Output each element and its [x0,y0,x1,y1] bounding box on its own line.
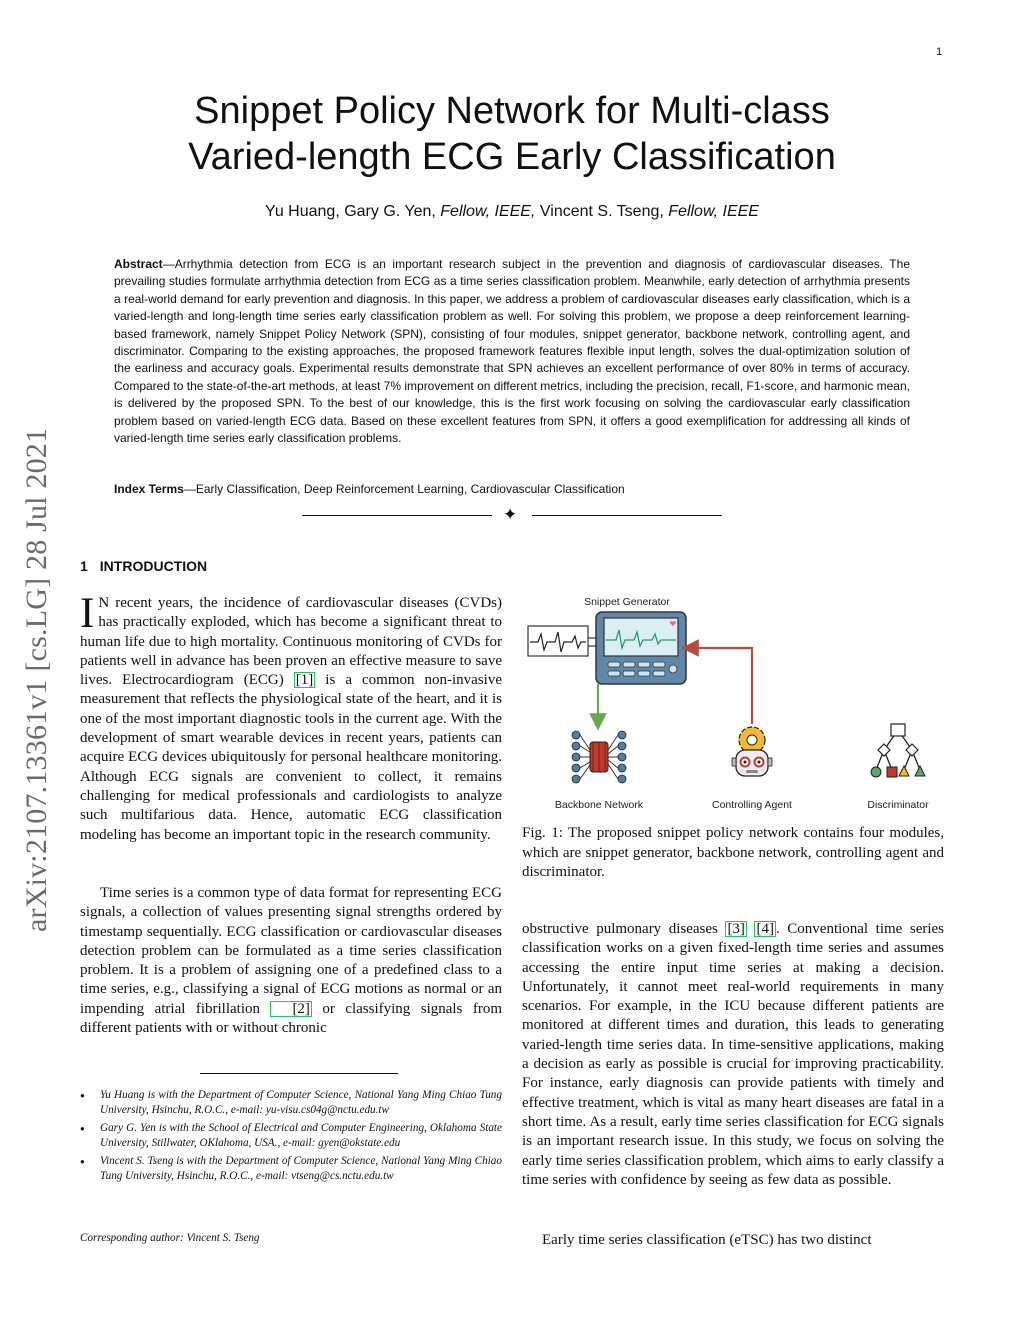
separator-line-left [302,515,492,516]
label-controlling-agent: Controlling Agent [712,799,792,811]
section-title: INTRODUCTION [99,558,208,574]
separator-line-right [532,515,722,516]
author-2: Vincent S. Tseng, [539,203,664,220]
arxiv-stamp: arXiv:2107.13361v1 [cs.LG] 28 Jul 2021 [20,427,53,932]
footnote-item: ● Yu Huang is with the Department of Computer Science, National Yang Ming Chiao Tung University, Hsinchu, R.O.C., e-mail: yu-visu.cs04g@nctu.edu.tw [80,1088,502,1118]
intro-paragraph-2 [80,884,502,1038]
red-arrow [690,648,752,724]
author-1-fellow: Fellow, IEEE, [440,203,536,220]
intro-p2-text-b: or classifying signals from different patients with or without chronic [80,1000,502,1037]
footnote-item: ● Vincent S. Tseng is with the Department of Computer Science, National Yang Ming Chiao Tung University, Hsinchu, R.O.C., e-mail: vtseng@cs.nctu.edu.tw [80,1154,502,1184]
intro-p2-text-a: Time series is a common type of data format for representing ECG signals, a collection of values presenting signal strengths ordered by timestamp sequentially. ECG classification or cardiovascular diseases detection problem can be formulated as a time series classification problem. It is a problem of assigning one of a predefined class to a time series, e.g., classifying a signal of ECG motions as normal or an impending atrial fibrillation [80,885,502,1017]
ecg-strip-icon [528,626,588,656]
intro-paragraph-1 [80,590,503,845]
separator-star: ✦ [503,505,518,524]
author-1: Yu Huang, Gary G. Yen, [265,203,436,220]
dropcap: I [80,590,95,637]
citation-link[interactable]: [1] [295,672,314,689]
intro-p1-text-b: is a common non-invasive measurement that reflects the physiological state of the heart, and it is one of the most important diagnostic tools in the current age. With the development of smart wearable devices in recent years, patients can acquire ECG devices ubiquitously for personal healthcare monitoring. Although ECG signals are convenient to collect, it remains challenging for medical professionals and cardiologists to analyze such multifarious data. Hence, automatic ECG classification modeling has become an important topic in the research community. [80,672,503,843]
section-number: 1 [80,558,88,574]
label-backbone-network: Backbone Network [554,799,644,811]
author-2-fellow: Fellow, IEEE [668,203,759,220]
intro-p3-text-a: obstructive pulmonary diseases [522,921,726,937]
footnotes [80,1088,502,1187]
figure-diagram [522,590,944,820]
title-line-1: Snippet Policy Network for Multi-class [194,90,830,132]
decision-tree-icon [871,724,925,777]
intro-p3-text-b: . Conventional time series classification works on a given fixed-length time series and assumes accessing the entire input time series at making a decision. Unfortunately, it cannot meet real-world requirements in many scenarios. For example, in the ICU because different patients are monitored at different times and duration, this leads to generating varied-length time series data. In time-sensitive applications, making a decision as early as possible is crucial for improving practicability. For instance, early diagnosis can provide patients with timely and effective treatment, which is vital as many heart diseases are fatal in a short time. As a result, early time series classification for ECG signals is an important research issue. In this study, we focus on solving the early time series classification problem, which aims to early classify a time series with confidence by seeing as few data as possible. [522,921,945,1188]
index-terms [114,482,910,496]
citation-link[interactable]: [4] [756,921,774,937]
authors [100,203,924,221]
figure-1 [522,590,944,820]
label-snippet-generator: Snippet Generator [584,596,670,608]
abstract [114,256,910,447]
neural-network-icon [572,731,626,783]
intro-p1-text-a: recent years, the incidence of cardiovascular diseases (CVDs) has practically exploded, which has become a significant threat to human life due to high mortality. Continuous monitoring of CVDs for patients well in advance has been proven an effective measure to save lives. Electrocardiogram (ECG) [80,595,502,689]
corresponding-author: Corresponding author: Vincent S. Tseng [80,1232,260,1244]
abstract-label: Abstract [114,257,163,271]
intro-paragraph-3 [522,920,944,1190]
label-discriminator: Discriminator [867,799,929,811]
footnote-rule [200,1073,398,1074]
section-heading [80,558,207,574]
paper-title [100,88,924,180]
citation-link[interactable]: [3] [727,921,745,937]
abstract-text: —Arrhythmia detection from ECG is an important research subject in the prevention and diagnosis of cardiovascular diseases. The prevailing studies formulate arrhythmia detection from ECG as a time series classification problem. Meanwhile, early detection of arrhythmia presents a real-world demand for early prevention and diagnosis. In this paper, we address a problem of cardiovascular diseases early classification, which is a varied-length and long-length time series early classification problem as well. For solving this problem, we propose a deep reinforcement learning-based framework, namely Snippet Policy Network (SPN), consisting of four modules, snippet generator, backbone network, controlling agent, and discriminator. Comparing to the existing approaches, the proposed framework features flexible input length, solves the dual-optimization solution of the earliness and accuracy goals. Experimental results demonstrate that SPN achieves an excellent performance of over 80% in terms of accuracy. Compared to the state-of-the-art methods, at least 7% improvement on different metrics, including the precision, recall, F1-score, and harmonic mean, is delivered by the proposed SPN. To the best of our knowledge, this is the first work focusing on solving the cardiovascular early classification problem based on varied-length ECG data. Based on these excellent features from SPN, it offers a good exemplification for addressing all kinds of varied-length time series early classification problems. [114,257,910,446]
citation-link[interactable]: [2] [270,1001,312,1017]
ecg-monitor-icon [596,612,686,684]
figure-caption: Fig. 1: The proposed snippet policy network contains four modules, which are snippet generator, backbone network, controlling agent and discriminator. [522,825,944,880]
index-terms-label: Index Terms [114,482,184,496]
index-terms-text: —Early Classification, Deep Reinforcement Learning, Cardiovascular Classification [183,482,625,496]
robot-agent-icon [732,727,772,776]
smallcaps-letter: N [98,595,110,611]
intro-paragraph-4: Early time series classification (eTSC) has two distinct [542,1232,872,1248]
page-number: 1 [936,46,943,58]
footnote-item: ● Gary G. Yen is with the School of Electrical and Computer Engineering, Oklahoma State University, Stillwater, OKlahoma, USA., e-mail: gyen@okstate.edu [80,1121,502,1151]
title-line-2: Varied-length ECG Early Classification [188,136,836,178]
